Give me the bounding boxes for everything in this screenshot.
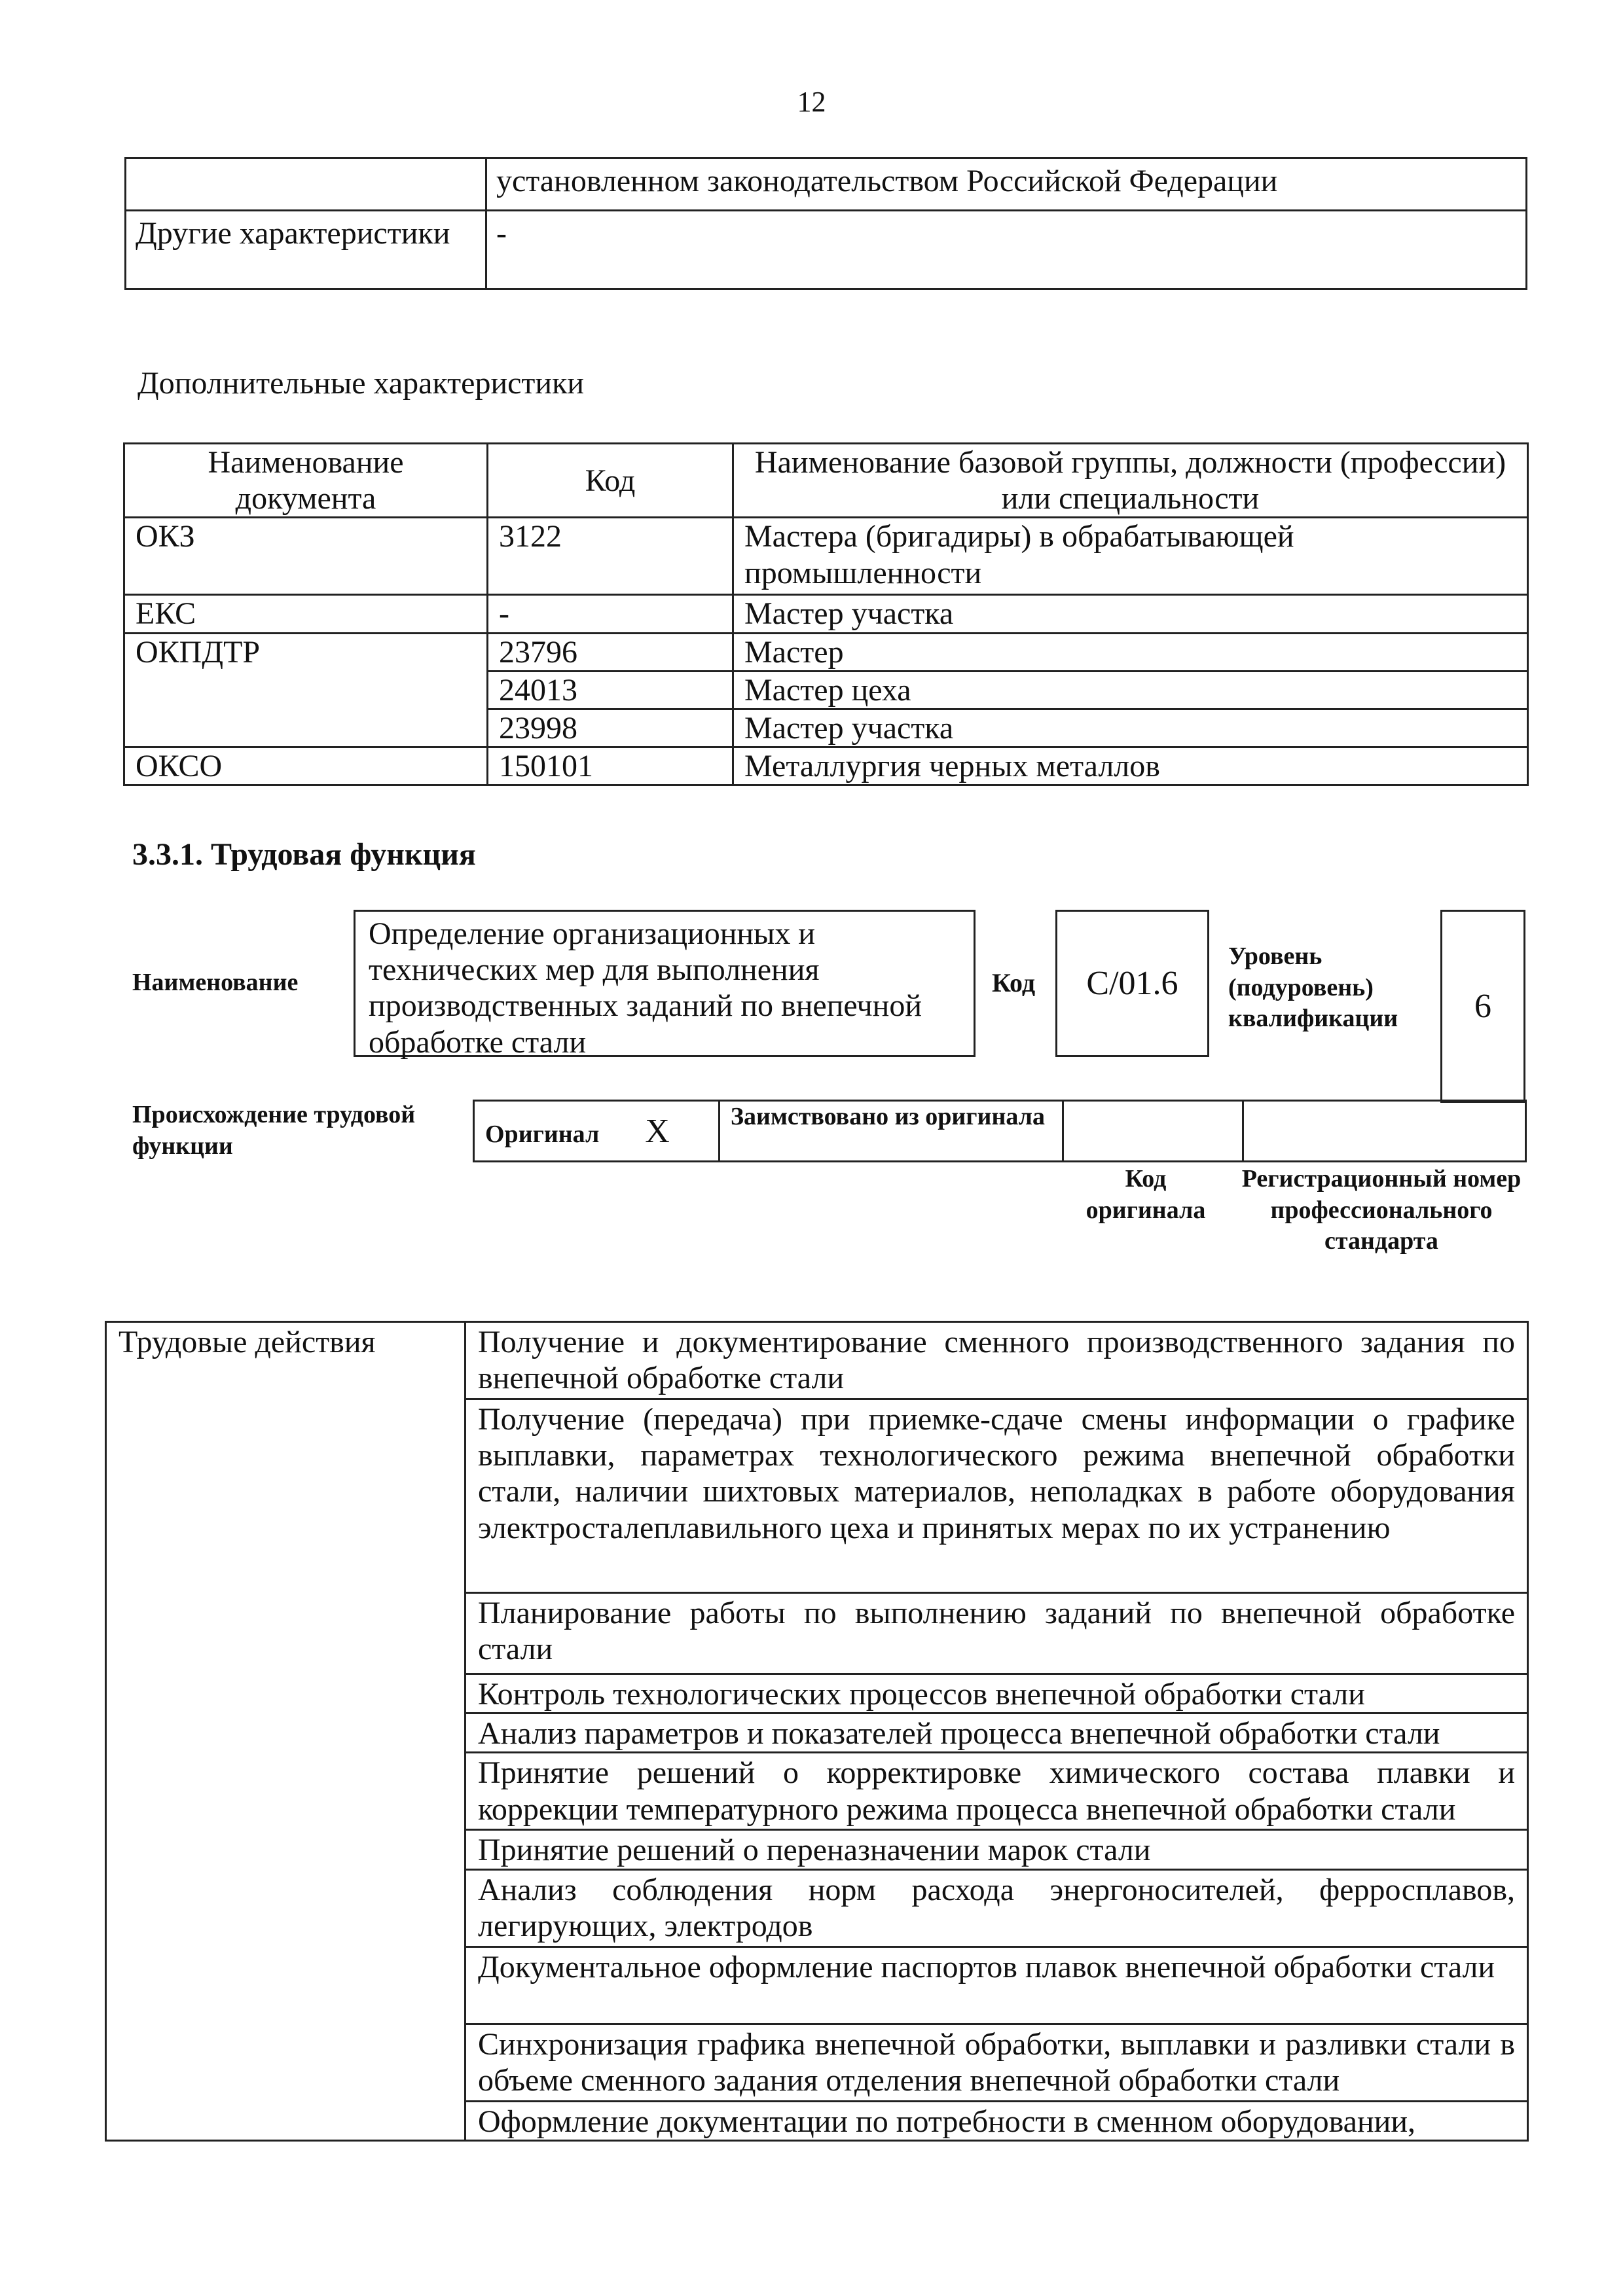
original-label: Оригинал [485,1120,600,1148]
level-box: 6 [1440,910,1525,1103]
additional-heading: Дополнительные характеристики [137,366,585,401]
row-name: Мастер участка [733,709,1528,747]
original-code-cell [1063,1101,1243,1162]
labor-action-item: Оформление документации по потребности в сменном оборудовании, [465,2101,1528,2140]
row-code: 23998 [488,709,733,747]
labor-action-item: Получение и документирование сменного производственного задания по внепечной обработке стали [465,1322,1528,1399]
other-characteristics-label: Другие характеристики [126,211,486,289]
labor-actions-table [105,1321,1529,2142]
row-name: Мастер цеха [733,671,1528,709]
row-code: 23796 [488,633,733,671]
row-name: Мастера (бригадиры) в обрабатывающей промышленности [733,518,1528,595]
function-code-box: C/01.6 [1055,910,1209,1057]
row-doc: ЕКС [124,595,488,633]
row-code: 24013 [488,671,733,709]
function-code-label: Код [992,968,1036,997]
row-code: 3122 [488,518,733,595]
row-name: Мастер [733,633,1528,671]
header-name: Наименование базовой группы, должности (профессии) или специальности [733,444,1528,518]
row-doc: ОКСО [124,747,488,785]
registration-number-cell [1243,1101,1526,1162]
level-label: Уровень (подуровень) квалификации [1228,942,1398,1032]
original-code-caption: Код оригинала [1085,1165,1206,1224]
legal-text-cell: установленном законодательством Российской Федерации [486,158,1527,211]
top-characteristics-table [124,157,1527,290]
page-number: 12 [797,86,826,118]
empty-cell [126,158,486,211]
row-name: Металлургия черных металлов [733,747,1528,785]
labor-action-item: Принятие решений о переназначении марок стали [465,1830,1528,1869]
labor-action-item: Анализ параметров и показателей процесса внепечной обработки стали [465,1713,1528,1753]
labor-actions-label: Трудовые действия [106,1322,465,2141]
additional-characteristics-table [123,442,1529,786]
borrowed-label: Заимствовано из оригинала [720,1101,1063,1162]
function-name-box: Определение организационных и технических мер для выполнения производственных заданий по внепечной обработке стали [354,910,976,1057]
header-doc: Наименование документа [124,444,488,518]
header-code: Код [488,444,733,518]
row-name: Мастер участка [733,595,1528,633]
labor-action-item: Получение (передача) при приемке-сдаче смены информации о графике выплавки, параметрах технологического режима внепечной обработки стали, наличии шихтовых материалов, неполадках в работе оборудования электросталеплавильного цеха и принятых мерах по их устранению [465,1399,1528,1593]
origin-table [473,1100,1527,1162]
original-cell [474,1101,720,1162]
function-name-label: Наименование [132,969,299,996]
row-code: 150101 [488,747,733,785]
labor-action-item: Контроль технологических процессов внепечной обработки стали [465,1674,1528,1713]
row-doc: ОКЗ [124,518,488,595]
original-mark: X [645,1112,670,1150]
labor-action-item: Планирование работы по выполнению заданий по внепечной обработке стали [465,1593,1528,1674]
labor-action-item: Принятие решений о корректировке химического состава плавки и коррекции температурного режима процесса внепечной обработки стали [465,1753,1528,1830]
row-code: - [488,595,733,633]
origin-label: Происхождение трудовой функции [132,1101,416,1160]
other-characteristics-value: - [486,211,1527,289]
labor-action-item: Документальное оформление паспортов плавок внепечной обработки стали [465,1946,1528,2024]
registration-number-caption: Регистрационный номер профессионального стандарта [1241,1165,1522,1255]
labor-action-item: Синхронизация графика внепечной обработки, выплавки и разливки стали в объеме сменного задания отделения внепечной обработки стали [465,2024,1528,2101]
row-doc: ОКПДТР [124,633,488,747]
labor-action-item: Анализ соблюдения норм расхода энергоносителей, ферросплавов, легирующих, электродов [465,1869,1528,1946]
section-title: 3.3.1. Трудовая функция [132,837,476,872]
